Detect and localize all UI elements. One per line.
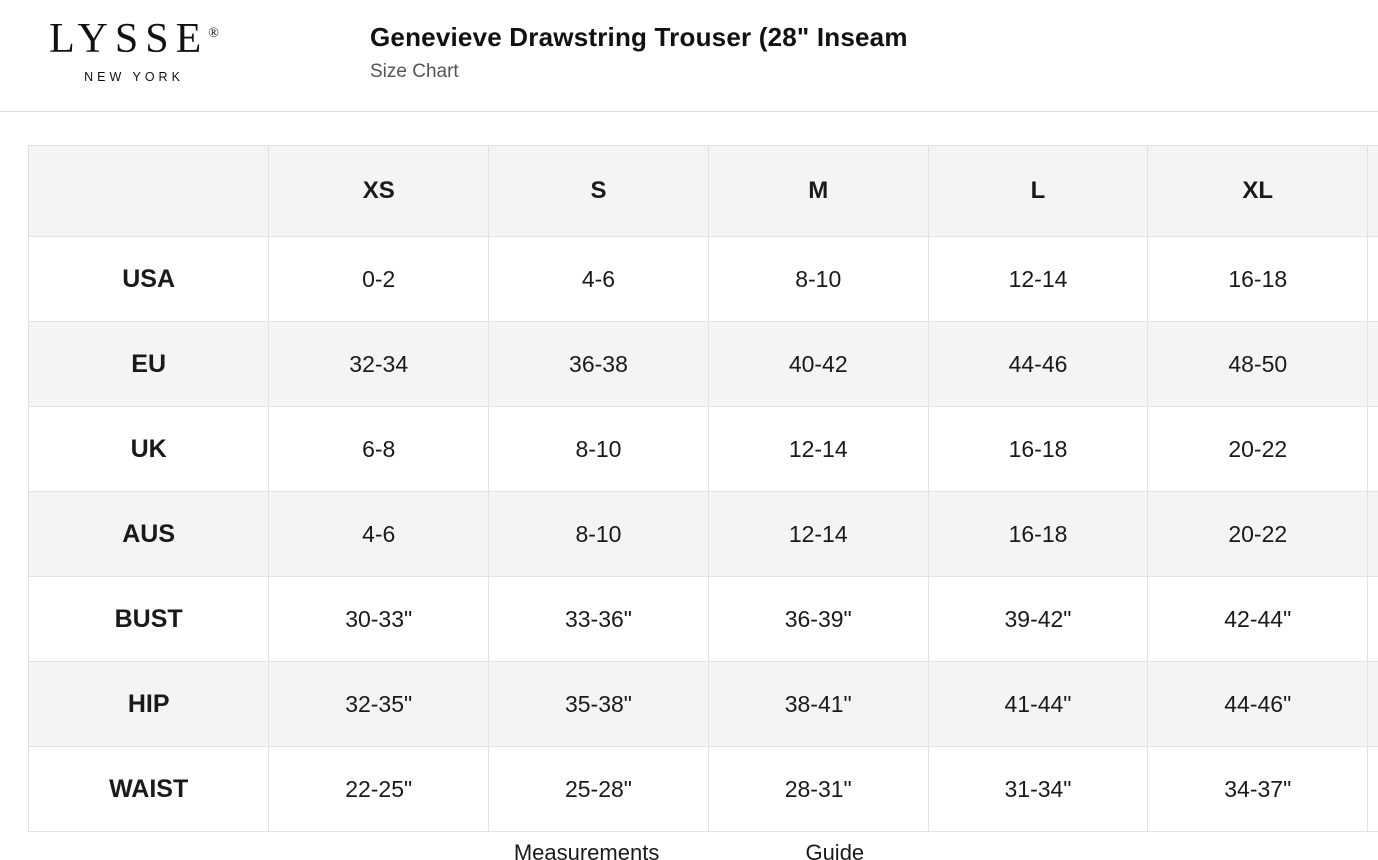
table-header-row [29, 146, 1378, 237]
row-label-eu: EU [29, 322, 269, 407]
cell-hip-m: 38-41" [708, 662, 928, 747]
brand-name-text: LYSSE [49, 16, 209, 62]
size-chart-container [28, 145, 1378, 832]
cell-eu-xl: 48-50 [1148, 322, 1368, 407]
table-header-row-group [29, 146, 1378, 237]
cell-eu-overflow [1368, 322, 1378, 407]
cell-waist-overflow [1368, 747, 1378, 832]
column-header-xl: XL [1148, 146, 1368, 237]
cell-bust-l: 39-42" [928, 577, 1148, 662]
footer-text [0, 840, 1378, 860]
cell-uk-m: 12-14 [708, 407, 928, 492]
cell-aus-s: 8-10 [489, 492, 709, 577]
column-header-l: L [928, 146, 1148, 237]
row-label-hip: HIP [29, 662, 269, 747]
title-block [0, 22, 1378, 83]
cell-bust-xl: 42-44" [1148, 577, 1368, 662]
cell-uk-overflow [1368, 407, 1378, 492]
cell-bust-overflow [1368, 577, 1378, 662]
table-row [29, 407, 1378, 492]
cell-uk-xl: 20-22 [1148, 407, 1368, 492]
cell-waist-xl: 34-37" [1148, 747, 1368, 832]
page-subtitle: Size Chart [370, 61, 459, 82]
cell-bust-s: 33-36" [489, 577, 709, 662]
cell-hip-xl: 44-46" [1148, 662, 1368, 747]
footer-text-measurements: Measurements [513, 840, 660, 860]
cell-usa-xl: 16-18 [1148, 237, 1368, 322]
cell-hip-l: 41-44" [928, 662, 1148, 747]
cell-aus-overflow [1368, 492, 1378, 577]
cell-waist-l: 31-34" [928, 747, 1148, 832]
page-title: Genevieve Drawstring Trouser (28" Inseam [370, 22, 908, 52]
row-label-uk: UK [29, 407, 269, 492]
table-row [29, 322, 1378, 407]
column-header-xs: XS [269, 146, 489, 237]
cell-usa-s: 4-6 [489, 237, 709, 322]
table-row [29, 492, 1378, 577]
cell-aus-m: 12-14 [708, 492, 928, 577]
cell-waist-xs: 22-25" [269, 747, 489, 832]
registered-trademark-icon: ® [208, 26, 219, 41]
row-label-aus: AUS [29, 492, 269, 577]
column-header-overflow [1368, 146, 1378, 237]
cell-uk-l: 16-18 [928, 407, 1148, 492]
cell-uk-s: 8-10 [489, 407, 709, 492]
cell-hip-xs: 32-35" [269, 662, 489, 747]
cell-bust-xs: 30-33" [269, 577, 489, 662]
column-header-s: S [489, 146, 709, 237]
cell-usa-m: 8-10 [708, 237, 928, 322]
cell-waist-s: 25-28" [489, 747, 709, 832]
table-row [29, 747, 1378, 832]
cell-eu-m: 40-42 [708, 322, 928, 407]
page-header [0, 0, 1378, 112]
row-label-bust: BUST [29, 577, 269, 662]
row-label-usa: USA [29, 237, 269, 322]
footer-text-guide: Guide [805, 840, 865, 860]
size-chart-table [28, 145, 1378, 832]
table-corner-cell [29, 146, 269, 237]
cell-waist-m: 28-31" [708, 747, 928, 832]
table-row [29, 662, 1378, 747]
cell-uk-xs: 6-8 [269, 407, 489, 492]
cell-usa-overflow [1368, 237, 1378, 322]
cell-bust-m: 36-39" [708, 577, 928, 662]
column-header-m: M [708, 146, 928, 237]
cell-aus-l: 16-18 [928, 492, 1148, 577]
cell-usa-xs: 0-2 [269, 237, 489, 322]
cell-eu-xs: 32-34 [269, 322, 489, 407]
cell-aus-xs: 4-6 [269, 492, 489, 577]
cell-usa-l: 12-14 [928, 237, 1148, 322]
cell-eu-l: 44-46 [928, 322, 1148, 407]
table-body [29, 237, 1378, 832]
cell-hip-s: 35-38" [489, 662, 709, 747]
table-row [29, 237, 1378, 322]
cell-eu-s: 36-38 [489, 322, 709, 407]
table-row [29, 577, 1378, 662]
cell-hip-overflow [1368, 662, 1378, 747]
cell-aus-xl: 20-22 [1148, 492, 1368, 577]
brand-location-text: NEW YORK [84, 70, 184, 84]
row-label-waist: WAIST [29, 747, 269, 832]
